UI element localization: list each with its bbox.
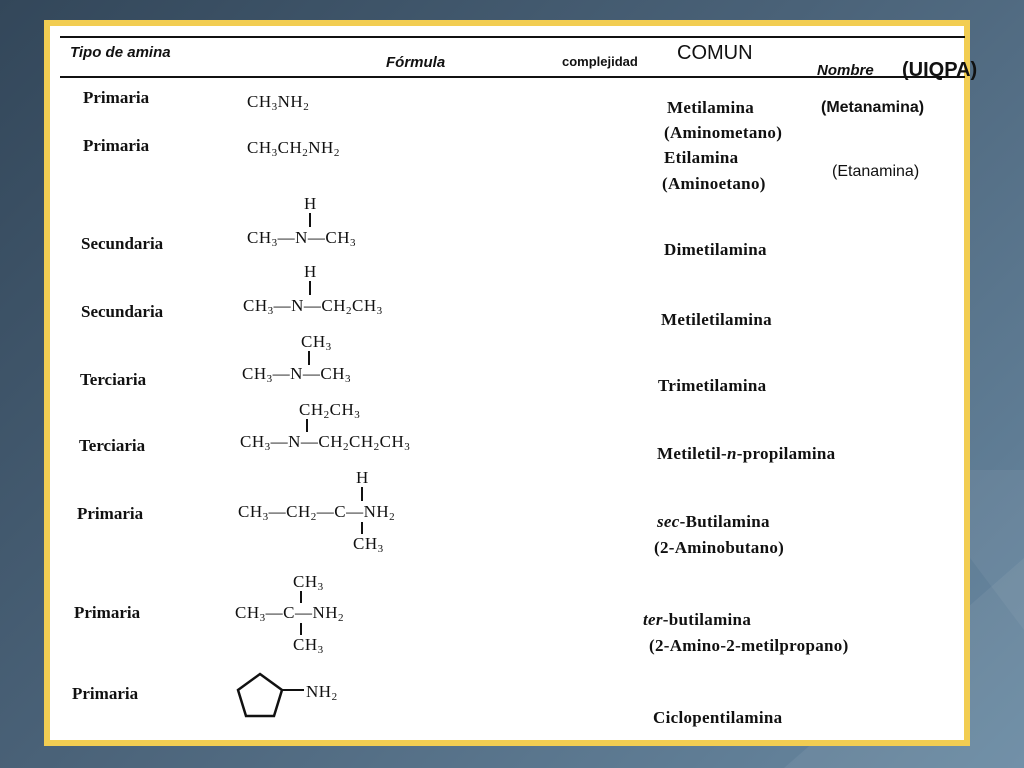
formula-mepa-ch2ch3-top: $CH_2CH_3$ bbox=[299, 400, 361, 421]
name-etilamina: Etilamina bbox=[664, 148, 739, 167]
formula-mepa: $CH_3—N—CH_2CH_2CH_3$ bbox=[240, 432, 411, 453]
formula-methylethylamine: $CH_3—N—CH_2CH_3$ bbox=[243, 296, 383, 317]
name-sec-butilamina: sec-Butilamina bbox=[657, 512, 770, 531]
header-nombre: Nombre bbox=[817, 62, 874, 79]
amine-type: Primaria bbox=[74, 603, 141, 622]
name-ciclopentilamina: Ciclopentilamina bbox=[653, 708, 783, 727]
name-trimetilamina: Trimetilamina bbox=[658, 376, 767, 395]
bond-line bbox=[309, 281, 311, 295]
formula-dimethylamine: $CH_3—N—CH_3$ bbox=[247, 228, 357, 249]
formula-secbutyl: $CH_3—CH_2—C—NH_2$ bbox=[238, 502, 396, 523]
amine-type: Secundaria bbox=[81, 234, 164, 253]
amine-type: Secundaria bbox=[81, 302, 164, 321]
formula-trimethylamine-ch3-top: $CH_3$ bbox=[301, 332, 332, 353]
bond-line bbox=[361, 487, 363, 501]
header-comun: COMUN bbox=[677, 42, 753, 64]
bond-line bbox=[361, 522, 363, 534]
formula-secbutyl-ch3-bottom: $CH_3$ bbox=[353, 534, 384, 555]
bond-line bbox=[300, 623, 302, 635]
formula-dimethylamine-h: H bbox=[304, 194, 317, 213]
formula-terbutyl-ch3-top: $CH_3$ bbox=[293, 572, 324, 593]
cyclopentane-ring bbox=[230, 670, 310, 730]
slide-content bbox=[44, 20, 978, 746]
formula-cyclopentylamine: $NH_2$ bbox=[306, 682, 338, 703]
name-2-amino-2-metilpropano: (2-Amino-2-metilpropano) bbox=[649, 636, 849, 655]
name-metiletilamina: Metiletilamina bbox=[661, 310, 772, 329]
name-metiletil-n-propilamina: Metiletil-n-propilamina bbox=[657, 444, 836, 463]
name-metanamina: (Metanamina) bbox=[821, 99, 925, 116]
header-complejidad: complejidad bbox=[562, 54, 638, 69]
header-uiqpa: (UIQPA) bbox=[902, 59, 978, 81]
formula-terbutyl-ch3-bottom: $CH_3$ bbox=[293, 635, 324, 656]
header-tipo-de-amina: Tipo de amina bbox=[70, 44, 171, 61]
name-2-aminobutano: (2-Aminobutano) bbox=[654, 538, 785, 557]
header-top-rule bbox=[60, 36, 965, 38]
formula-methylethylamine-h: H bbox=[304, 262, 317, 281]
amine-type: Primaria bbox=[83, 136, 150, 155]
amine-type: Primaria bbox=[83, 88, 150, 107]
bond-line bbox=[300, 591, 302, 603]
formula-methylamine: $CH_3NH_2$ bbox=[247, 92, 310, 113]
name-metilamina: Metilamina bbox=[667, 98, 755, 117]
amine-type: Terciaria bbox=[79, 436, 146, 455]
bond-line bbox=[306, 419, 308, 432]
bond-line bbox=[309, 213, 311, 227]
name-etanamina: (Etanamina) bbox=[832, 163, 920, 180]
name-dimetilamina: Dimetilamina bbox=[664, 240, 767, 259]
amine-type: Terciaria bbox=[80, 370, 147, 389]
name-ter-butilamina: ter-butilamina bbox=[643, 610, 752, 629]
formula-ethylamine: $CH_3CH_2NH_2$ bbox=[247, 138, 340, 159]
name-aminoetano: (Aminoetano) bbox=[662, 174, 766, 193]
header-formula: Fórmula bbox=[386, 54, 446, 71]
formula-secbutyl-h: H bbox=[356, 468, 369, 487]
name-aminometano: (Aminometano) bbox=[664, 123, 783, 142]
amine-type: Primaria bbox=[77, 504, 144, 523]
bond-line bbox=[308, 351, 310, 365]
formula-trimethylamine: $CH_3—N—CH_3$ bbox=[242, 364, 352, 385]
formula-terbutyl: $CH_3—C—NH_2$ bbox=[235, 603, 345, 624]
amine-type: Primaria bbox=[72, 684, 139, 703]
